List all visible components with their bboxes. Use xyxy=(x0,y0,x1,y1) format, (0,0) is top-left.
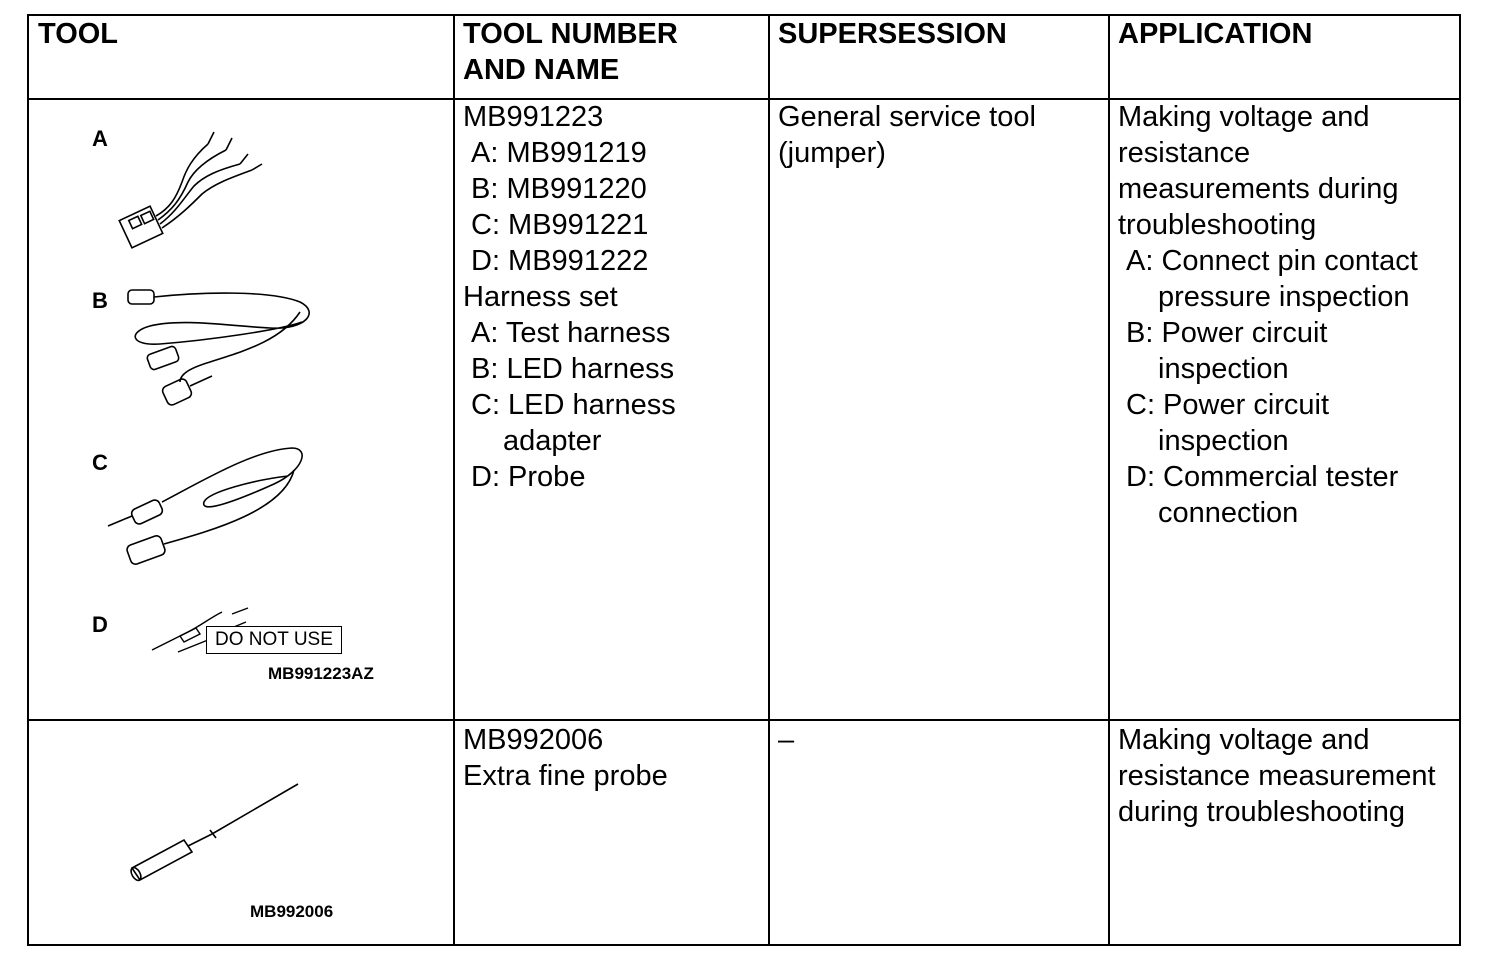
header-supersession: SUPERSESSION xyxy=(778,18,1007,50)
figure-label-a: A xyxy=(92,126,108,151)
application-cell xyxy=(1118,99,1418,531)
figure-label-b: B xyxy=(92,288,108,313)
header-tool-number-line1: TOOL NUMBER xyxy=(463,18,678,50)
table-border-bottom xyxy=(27,944,1461,946)
supersession-line: (jumper) xyxy=(778,137,886,169)
figure-label-c: C xyxy=(92,450,108,475)
figure-caption-mb991223az: MB991223AZ xyxy=(268,664,374,683)
supersession-cell xyxy=(778,99,1036,171)
tool-number-line: B: LED harness xyxy=(471,353,675,385)
figure-label-d: D xyxy=(92,612,108,637)
header-tool-number xyxy=(463,16,678,88)
tool-number-line: Harness set xyxy=(463,281,618,313)
led-harness-illustration xyxy=(120,282,320,412)
extra-fine-probe-illustration xyxy=(126,776,306,886)
application-line: during troubleshooting xyxy=(1118,796,1405,828)
header-tool-number-line2: AND NAME xyxy=(463,54,620,86)
tool-number-line: C: MB991221 xyxy=(471,209,649,241)
application-line: resistance xyxy=(1118,137,1251,169)
header-tool: TOOL xyxy=(38,18,119,50)
header-application: APPLICATION xyxy=(1118,18,1313,50)
tool-number-line: adapter xyxy=(503,425,602,457)
application-line: Making voltage and xyxy=(1118,724,1370,756)
application-line: connection xyxy=(1158,497,1299,529)
supersession-line: – xyxy=(778,724,795,756)
tool-number-line: C: LED harness xyxy=(471,389,676,421)
application-line: A: Connect pin contact xyxy=(1126,245,1418,277)
table-border-right xyxy=(1459,14,1461,946)
figure-caption-mb992006: MB992006 xyxy=(250,902,334,921)
column-divider-2 xyxy=(768,14,770,946)
do-not-use-label: DO NOT USE xyxy=(206,626,342,654)
application-line: B: Power circuit xyxy=(1126,317,1328,349)
tool-number-line: A: Test harness xyxy=(471,317,671,349)
application-line: measurements during xyxy=(1118,173,1399,205)
application-line: resistance measurement xyxy=(1118,760,1436,792)
tool-number-cell xyxy=(463,99,676,495)
tool-number-line: Extra fine probe xyxy=(463,760,668,792)
application-line: D: Commercial tester xyxy=(1126,461,1399,493)
tool-number-line: B: MB991220 xyxy=(471,173,647,205)
led-adapter-illustration xyxy=(104,440,314,570)
tool-number-cell xyxy=(463,722,668,794)
test-harness-illustration xyxy=(110,120,270,260)
column-divider-1 xyxy=(453,14,455,946)
application-line: pressure inspection xyxy=(1158,281,1410,313)
application-line: Making voltage and xyxy=(1118,101,1370,133)
application-line: troubleshooting xyxy=(1118,209,1317,241)
application-line: inspection xyxy=(1158,425,1289,457)
application-line: inspection xyxy=(1158,353,1289,385)
tool-number-line: MB991223 xyxy=(463,101,604,133)
tool-number-line: MB992006 xyxy=(463,724,604,756)
supersession-cell xyxy=(778,722,794,758)
table-border-left xyxy=(27,14,29,946)
tool-number-line: A: MB991219 xyxy=(471,137,647,169)
row-divider xyxy=(27,719,1461,721)
column-divider-3 xyxy=(1108,14,1110,946)
application-line: C: Power circuit xyxy=(1126,389,1330,421)
tool-number-line: D: Probe xyxy=(471,461,586,493)
tool-number-line: D: MB991222 xyxy=(471,245,649,277)
application-cell xyxy=(1118,722,1436,830)
supersession-line: General service tool xyxy=(778,101,1036,133)
